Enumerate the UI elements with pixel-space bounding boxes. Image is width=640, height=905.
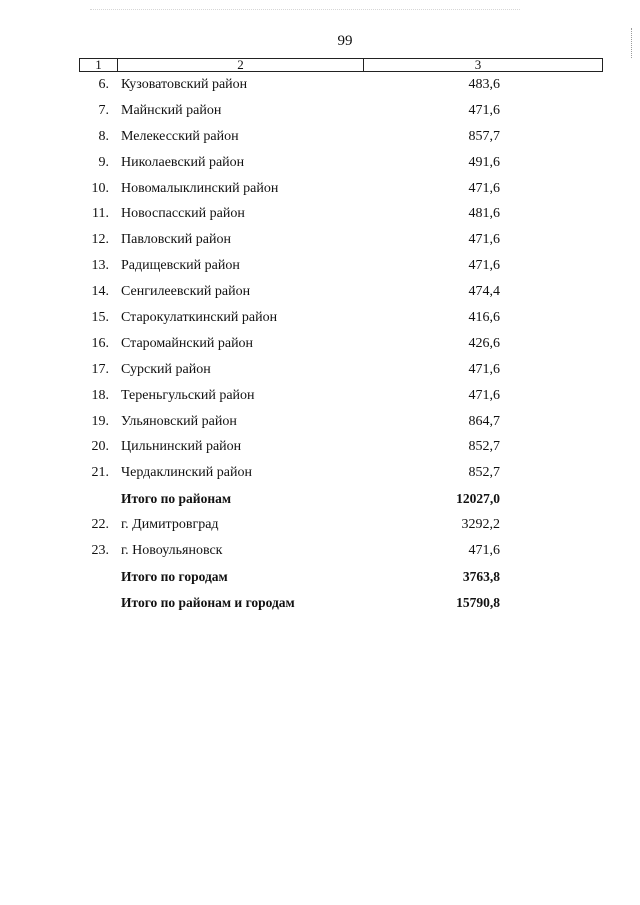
- header-col-2: 2: [118, 59, 364, 71]
- table-row: [0, 539, 640, 565]
- table-row: [0, 73, 640, 99]
- table-row: [0, 202, 640, 228]
- row-name: Сурский район: [121, 361, 211, 377]
- table-row: [0, 358, 640, 384]
- table-row: [0, 151, 640, 177]
- row-name: Новомалыклинский район: [121, 180, 279, 196]
- row-number: 11.: [92, 206, 109, 222]
- row-number: 16.: [91, 335, 109, 351]
- table-row: [0, 125, 640, 151]
- row-value: 15790,8: [456, 594, 500, 610]
- row-name: г. Новоульяновск: [121, 543, 223, 559]
- table-row: [0, 410, 640, 436]
- table-row: [0, 254, 640, 280]
- row-value: 864,7: [468, 413, 500, 429]
- page-number: 99: [337, 33, 353, 49]
- row-number: 15.: [91, 310, 109, 326]
- row-value: 491,6: [468, 154, 500, 170]
- row-number: 14.: [91, 284, 109, 300]
- table-header: [79, 58, 603, 72]
- row-number: 20.: [91, 439, 109, 455]
- table-row: [0, 384, 640, 410]
- row-name: Мелекесский район: [121, 128, 239, 144]
- table-row: [0, 461, 640, 487]
- table-row: [0, 435, 640, 461]
- row-value: 471,6: [468, 361, 500, 377]
- row-number: 21.: [91, 465, 109, 481]
- row-name: Итого по районам и городам: [121, 594, 295, 610]
- row-value: 481,6: [468, 206, 500, 222]
- row-name: Павловский район: [121, 232, 231, 248]
- row-name: Итого по городам: [121, 568, 228, 584]
- row-name: г. Димитровград: [121, 517, 219, 533]
- row-value: 426,6: [468, 335, 500, 351]
- row-name: Цильнинский район: [121, 439, 242, 455]
- row-value: 857,7: [468, 128, 500, 144]
- table-row: [0, 280, 640, 306]
- row-number: 12.: [91, 232, 109, 248]
- table-row: [0, 99, 640, 125]
- row-name: Сенгилеевский район: [121, 284, 251, 300]
- row-value: 471,6: [468, 258, 500, 274]
- row-value: 3292,2: [461, 517, 500, 533]
- row-value: 474,4: [468, 284, 500, 300]
- row-value: 471,6: [468, 102, 500, 118]
- row-name: Итого по районам: [121, 491, 232, 507]
- table-row: [0, 177, 640, 203]
- row-name: Радищевский район: [121, 258, 240, 274]
- row-name: Чердаклинский район: [121, 465, 252, 481]
- total-row: [0, 565, 640, 591]
- row-value: 3763,8: [462, 568, 500, 584]
- table-row: [0, 513, 640, 539]
- row-value: 471,6: [468, 387, 500, 403]
- row-number: 18.: [91, 387, 109, 403]
- total-row: [0, 591, 640, 617]
- row-name: Тереньгульский район: [121, 387, 255, 403]
- table-body: [0, 73, 640, 617]
- row-number: 19.: [91, 413, 109, 429]
- table-row: [0, 228, 640, 254]
- row-name: Николаевский район: [121, 154, 245, 170]
- row-value: 471,6: [468, 180, 500, 196]
- row-number: 7.: [98, 102, 109, 118]
- scan-artifact-top: [90, 9, 520, 12]
- row-name: Кузоватовский район: [121, 77, 248, 92]
- row-value: 416,6: [468, 310, 500, 326]
- row-name: Майнский район: [121, 102, 222, 118]
- row-number: 9.: [98, 154, 109, 170]
- row-number: 13.: [91, 258, 109, 274]
- row-number: 10.: [91, 180, 109, 196]
- table-row: [0, 306, 640, 332]
- row-name: Ульяновский район: [121, 413, 237, 429]
- row-number: 23.: [91, 543, 109, 559]
- row-number: 8.: [98, 128, 109, 144]
- row-number: 6.: [98, 77, 109, 92]
- row-value: 852,7: [468, 439, 500, 455]
- header-col-1: 1: [80, 59, 118, 71]
- row-value: 471,6: [468, 232, 500, 248]
- row-value: 483,6: [468, 77, 500, 92]
- row-name: Старомайнский район: [121, 335, 254, 351]
- header-col-3: 3: [474, 57, 482, 72]
- row-number: 22.: [91, 517, 109, 533]
- table-row: [0, 332, 640, 358]
- row-number: 17.: [91, 361, 109, 377]
- row-name: Новоспасский район: [121, 206, 245, 222]
- row-value: 471,6: [468, 543, 500, 559]
- row-value: 852,7: [468, 465, 500, 481]
- row-name: Старокулаткинский район: [121, 310, 278, 326]
- row-value: 12027,0: [456, 491, 500, 507]
- total-row: [0, 487, 640, 513]
